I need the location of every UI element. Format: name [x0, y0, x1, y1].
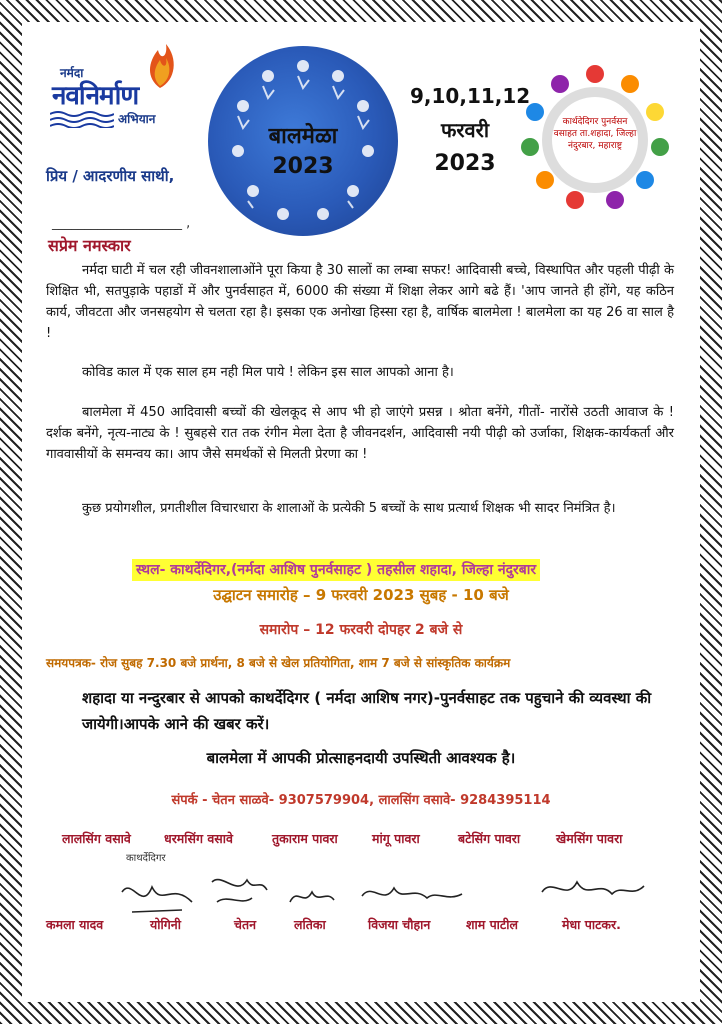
greeting: सप्रेम नमस्कार [48, 236, 131, 255]
paragraph-description: बालमेला में 450 आदिवासी बच्चों की खेलकूद से आप भी हो जाएंगे प्रसन्न । श्रोता बनेंगे, गीतों- नारोंसे उठती आवाज के ! दर्शक बनेंगे, नृत्य-नाट्य के ! सुबहसे रात तक रंगीन मेला देता है जीवनदर्शन, आदिवासी नयी पीढ़ी को उर्जाका, शिक्षक-कार्यकर्ता और गाववासीयों के समन्वय का। आप जैसे समर्थकों से मिलती प्रेरणा का ! [46, 405, 674, 462]
inauguration-time: उद्घाटन समारोह – 9 फरवरी 2023 सुबह - 10 बजे [213, 586, 509, 604]
signatory-name: चेतन [234, 917, 257, 932]
waves-icon [50, 110, 114, 128]
dates-month: फरवरी [440, 118, 490, 142]
daily-schedule: समयपत्रक- रोज सुबह 7.30 बजे प्रार्थना, 8 बजे से खेल प्रतियोगिता, शाम 7 बजे से सांस्कृतिक कार्यक्रम [46, 656, 511, 670]
signatory-name: मांगू पावरा [372, 831, 420, 846]
event-title: बालमेळा [268, 124, 338, 149]
event-year: 2023 [272, 154, 334, 179]
signatory-name: धरमसिंग वसावे [164, 831, 233, 846]
narmada-navnirman-logo [46, 62, 186, 142]
signatory-name: बटेसिंग पावरा [458, 831, 521, 846]
signatory-name: शाम पाटील [466, 917, 518, 932]
closing-time: समारोप – 12 फरवरी दोपहर 2 बजे से [259, 622, 463, 638]
transport-note: शहादा या नन्दुरबार से आपको काथर्देदिगर ( नर्मदा आशिष नगर)-पुनर्वसाहट तक पहुचाने की व्यवस्था की जायेगी।आपके आने की खबर करें। [82, 689, 652, 733]
signatory-name: तुकाराम पावरा [272, 831, 338, 846]
community-circle-graphic [520, 62, 670, 212]
signatory-name: कमला यादव [46, 917, 104, 932]
paragraph-intro: नर्मदा घाटी में चल रही जीवनशालाओंने पूरा किया है 30 सालों का लम्बा सफर! आदिवासी बच्चे, विस्थापित और पहली पीढ़ी के शिक्षित भी, सतपुड़ाके पहाडों में और पुनर्वसाहत में, 6000 की संख्या में शिक्षा लेकर आगे बढे हैं। 'आप जानते ही होंगे, यह कठिन कार्य, जीवटता और जनसहयोग से चलता रहा है। इसका एक अनोखा हिस्सा रहा है, वार्षिक बालमेला ! बालमेला का यह 26 वा साल है ! [46, 263, 674, 341]
event-dates [410, 84, 531, 176]
logo-top-text: नर्मदा [60, 66, 84, 80]
contact-info: संपर्क - चेतन साळवे- 9307579904, लालसिंग वसावे- 9284395114 [171, 793, 551, 808]
signatory-name: लालसिंग वसावे [62, 831, 131, 846]
balmela-emblem [208, 46, 398, 236]
paragraph-schools: कुछ प्रयोगशील, प्रगतीशील विचारधारा के शालाओं के प्रत्येकी 5 बच्चों के साथ प्रत्यार्थ शिक्षक भी सादर निमंत्रित है। [82, 501, 616, 516]
signatory-name: लतिका [294, 917, 326, 932]
paragraph-covid: कोविड काल में एक साल हम नही मिल पाये ! लेकिन इस साल आपको आना है। [82, 365, 454, 380]
recipient-blank-line: ____________________ , [52, 216, 191, 231]
salutation: प्रिय / आदरणीय साथी, [46, 167, 175, 185]
signatory-place: काथर्देदिगर [126, 853, 166, 864]
invitation-letter [22, 22, 700, 1002]
dates-year: 2023 [434, 151, 496, 176]
invitation-line: बालमेला में आपकी प्रोत्साहनदायी उपस्थिती आवश्यक है। [206, 749, 516, 767]
signatory-name: मेधा पाटकर. [562, 917, 621, 932]
signatory-name: योगिनी [150, 917, 181, 932]
dates-days: 9,10,11,12 [410, 84, 531, 108]
flame-icon [138, 40, 178, 90]
location-badge-text: कार्थदेदिगर पुनर्वसन वसाहत ता.शहादा, जिल्हा नंदुरबार, महाराष्ट्र [553, 117, 637, 151]
logo-sub-text: अभियान [118, 112, 156, 126]
signatory-name: खेमसिंग पावरा [556, 831, 623, 846]
logo-main-text: नवनिर्माण [52, 81, 139, 111]
signatory-name: विजया चौहान [368, 917, 431, 932]
venue-highlight: स्थल- काथर्देदिगर,(नर्मदा आशिष पुनर्वसाहट ) तहसील शहादा, जिल्हा नंदुरबार [132, 559, 540, 581]
